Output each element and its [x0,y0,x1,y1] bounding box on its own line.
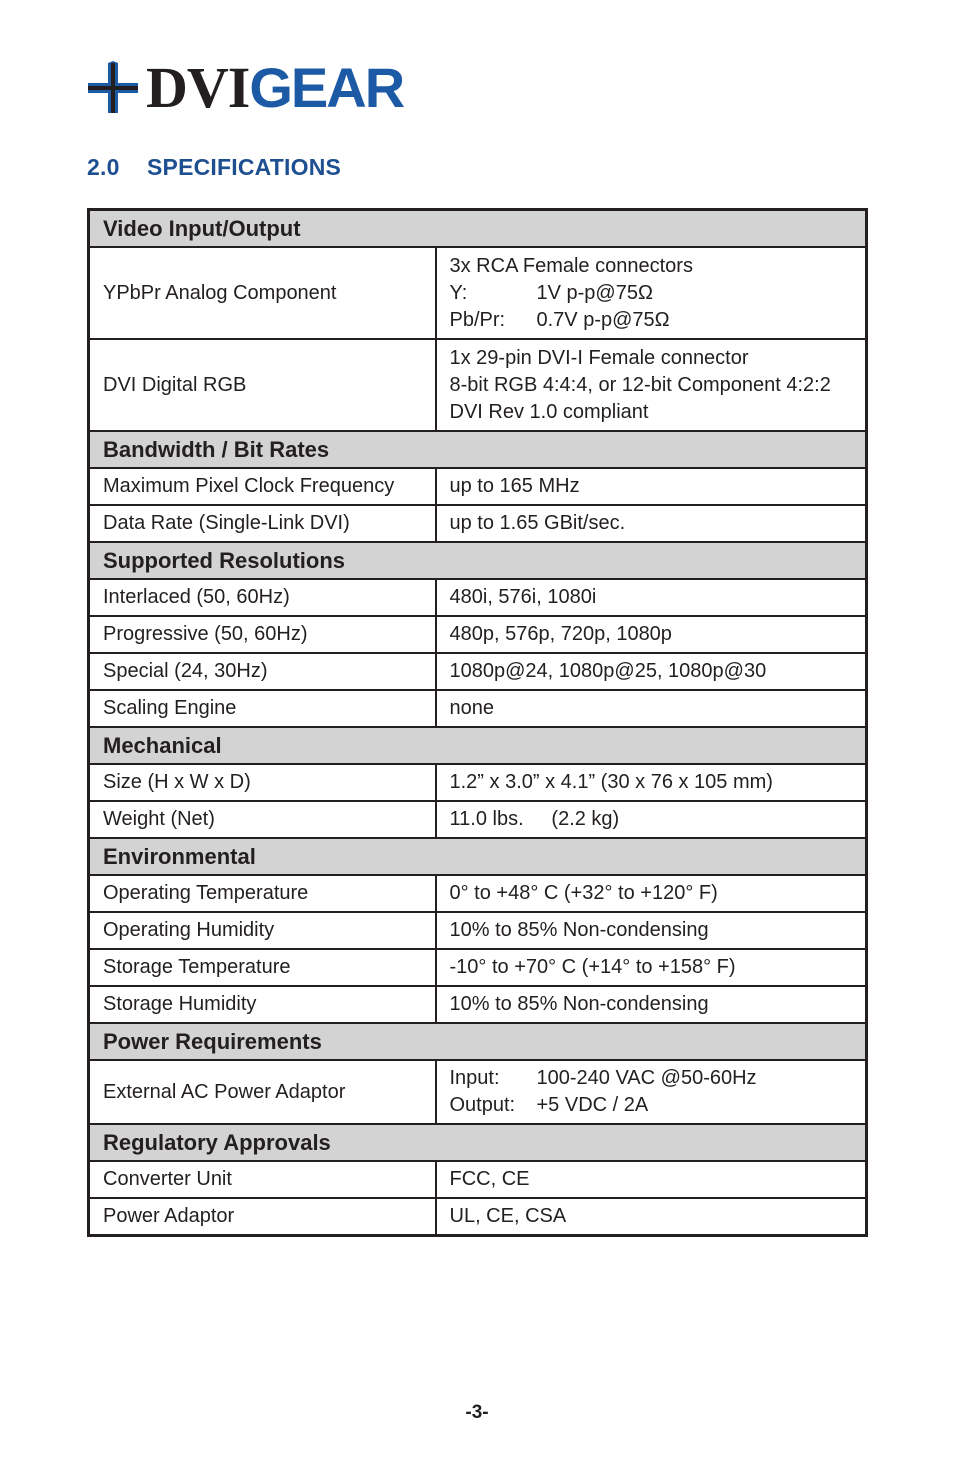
spec-label: Converter Unit [89,1161,436,1198]
spec-value: -10° to +70° C (+14° to +158° F) [436,949,867,986]
table-row [89,339,867,431]
spec-value: 480i, 576i, 1080i [436,579,867,616]
group-header-bandwidth: Bandwidth / Bit Rates [89,431,867,468]
spec-label: Scaling Engine [89,690,436,727]
spec-label: Size (H x W x D) [89,764,436,801]
logo-wordmark: DVIGEAR [146,55,404,120]
table-row [89,579,867,616]
table-row [89,764,867,801]
group-header-regulatory: Regulatory Approvals [89,1124,867,1161]
table-row [89,801,867,838]
table-row [89,875,867,912]
spec-label: Special (24, 30Hz) [89,653,436,690]
section-title: SPECIFICATIONS [147,154,342,180]
table-row [89,1161,867,1198]
spec-label: Maximum Pixel Clock Frequency [89,468,436,505]
table-row [89,949,867,986]
spec-value: 10% to 85% Non-condensing [436,912,867,949]
group-header-power: Power Requirements [89,1023,867,1060]
table-row [89,1198,867,1236]
table-row [89,986,867,1023]
spec-value: 3x RCA Female connectors Y: 1V p-p@75Ω Pb/Pr: 0.7V p-p@75Ω [436,247,867,339]
spec-label: YPbPr Analog Component [89,247,436,339]
spec-value: 10% to 85% Non-condensing [436,986,867,1023]
table-row [89,505,867,542]
spec-value: 1.2” x 3.0” x 4.1” (30 x 76 x 105 mm) [436,764,867,801]
spec-label: Interlaced (50, 60Hz) [89,579,436,616]
table-row [89,690,867,727]
spec-label: DVI Digital RGB [89,339,436,431]
spec-value: 1x 29-pin DVI-I Female connector 8-bit RGB 4:4:4, or 12-bit Component 4:2:2 DVI Rev 1.0 compliant [436,339,867,431]
spec-label: Storage Humidity [89,986,436,1023]
section-heading [87,154,341,181]
table-row [89,468,867,505]
spec-value: 1080p@24, 1080p@25, 1080p@30 [436,653,867,690]
spec-value: up to 165 MHz [436,468,867,505]
spec-label: Operating Humidity [89,912,436,949]
group-header-environmental: Environmental [89,838,867,875]
spec-value: Input: 100-240 VAC @50-60Hz Output: +5 VDC / 2A [436,1060,867,1124]
group-header-mechanical: Mechanical [89,727,867,764]
section-number: 2.0 [87,154,120,180]
table-row [89,616,867,653]
spec-value: none [436,690,867,727]
spec-value: 11.0 lbs. (2.2 kg) [436,801,867,838]
spec-label: Weight (Net) [89,801,436,838]
table-row [89,912,867,949]
spec-value: UL, CE, CSA [436,1198,867,1236]
spec-label: Progressive (50, 60Hz) [89,616,436,653]
table-row [89,247,867,339]
group-header-video: Video Input/Output [89,210,867,248]
spec-value: FCC, CE [436,1161,867,1198]
spec-label: Power Adaptor [89,1198,436,1236]
spec-label: External AC Power Adaptor [89,1060,436,1124]
cross-logo-icon [86,61,140,115]
spec-value: 0° to +48° C (+32° to +120° F) [436,875,867,912]
table-row [89,653,867,690]
specifications-table [87,208,868,1237]
dvigear-logo [86,55,404,120]
spec-value: up to 1.65 GBit/sec. [436,505,867,542]
spec-value: 480p, 576p, 720p, 1080p [436,616,867,653]
spec-label: Storage Temperature [89,949,436,986]
spec-label: Data Rate (Single-Link DVI) [89,505,436,542]
group-header-resolutions: Supported Resolutions [89,542,867,579]
page-number: -3- [465,1402,489,1423]
table-row [89,1060,867,1124]
spec-label: Operating Temperature [89,875,436,912]
